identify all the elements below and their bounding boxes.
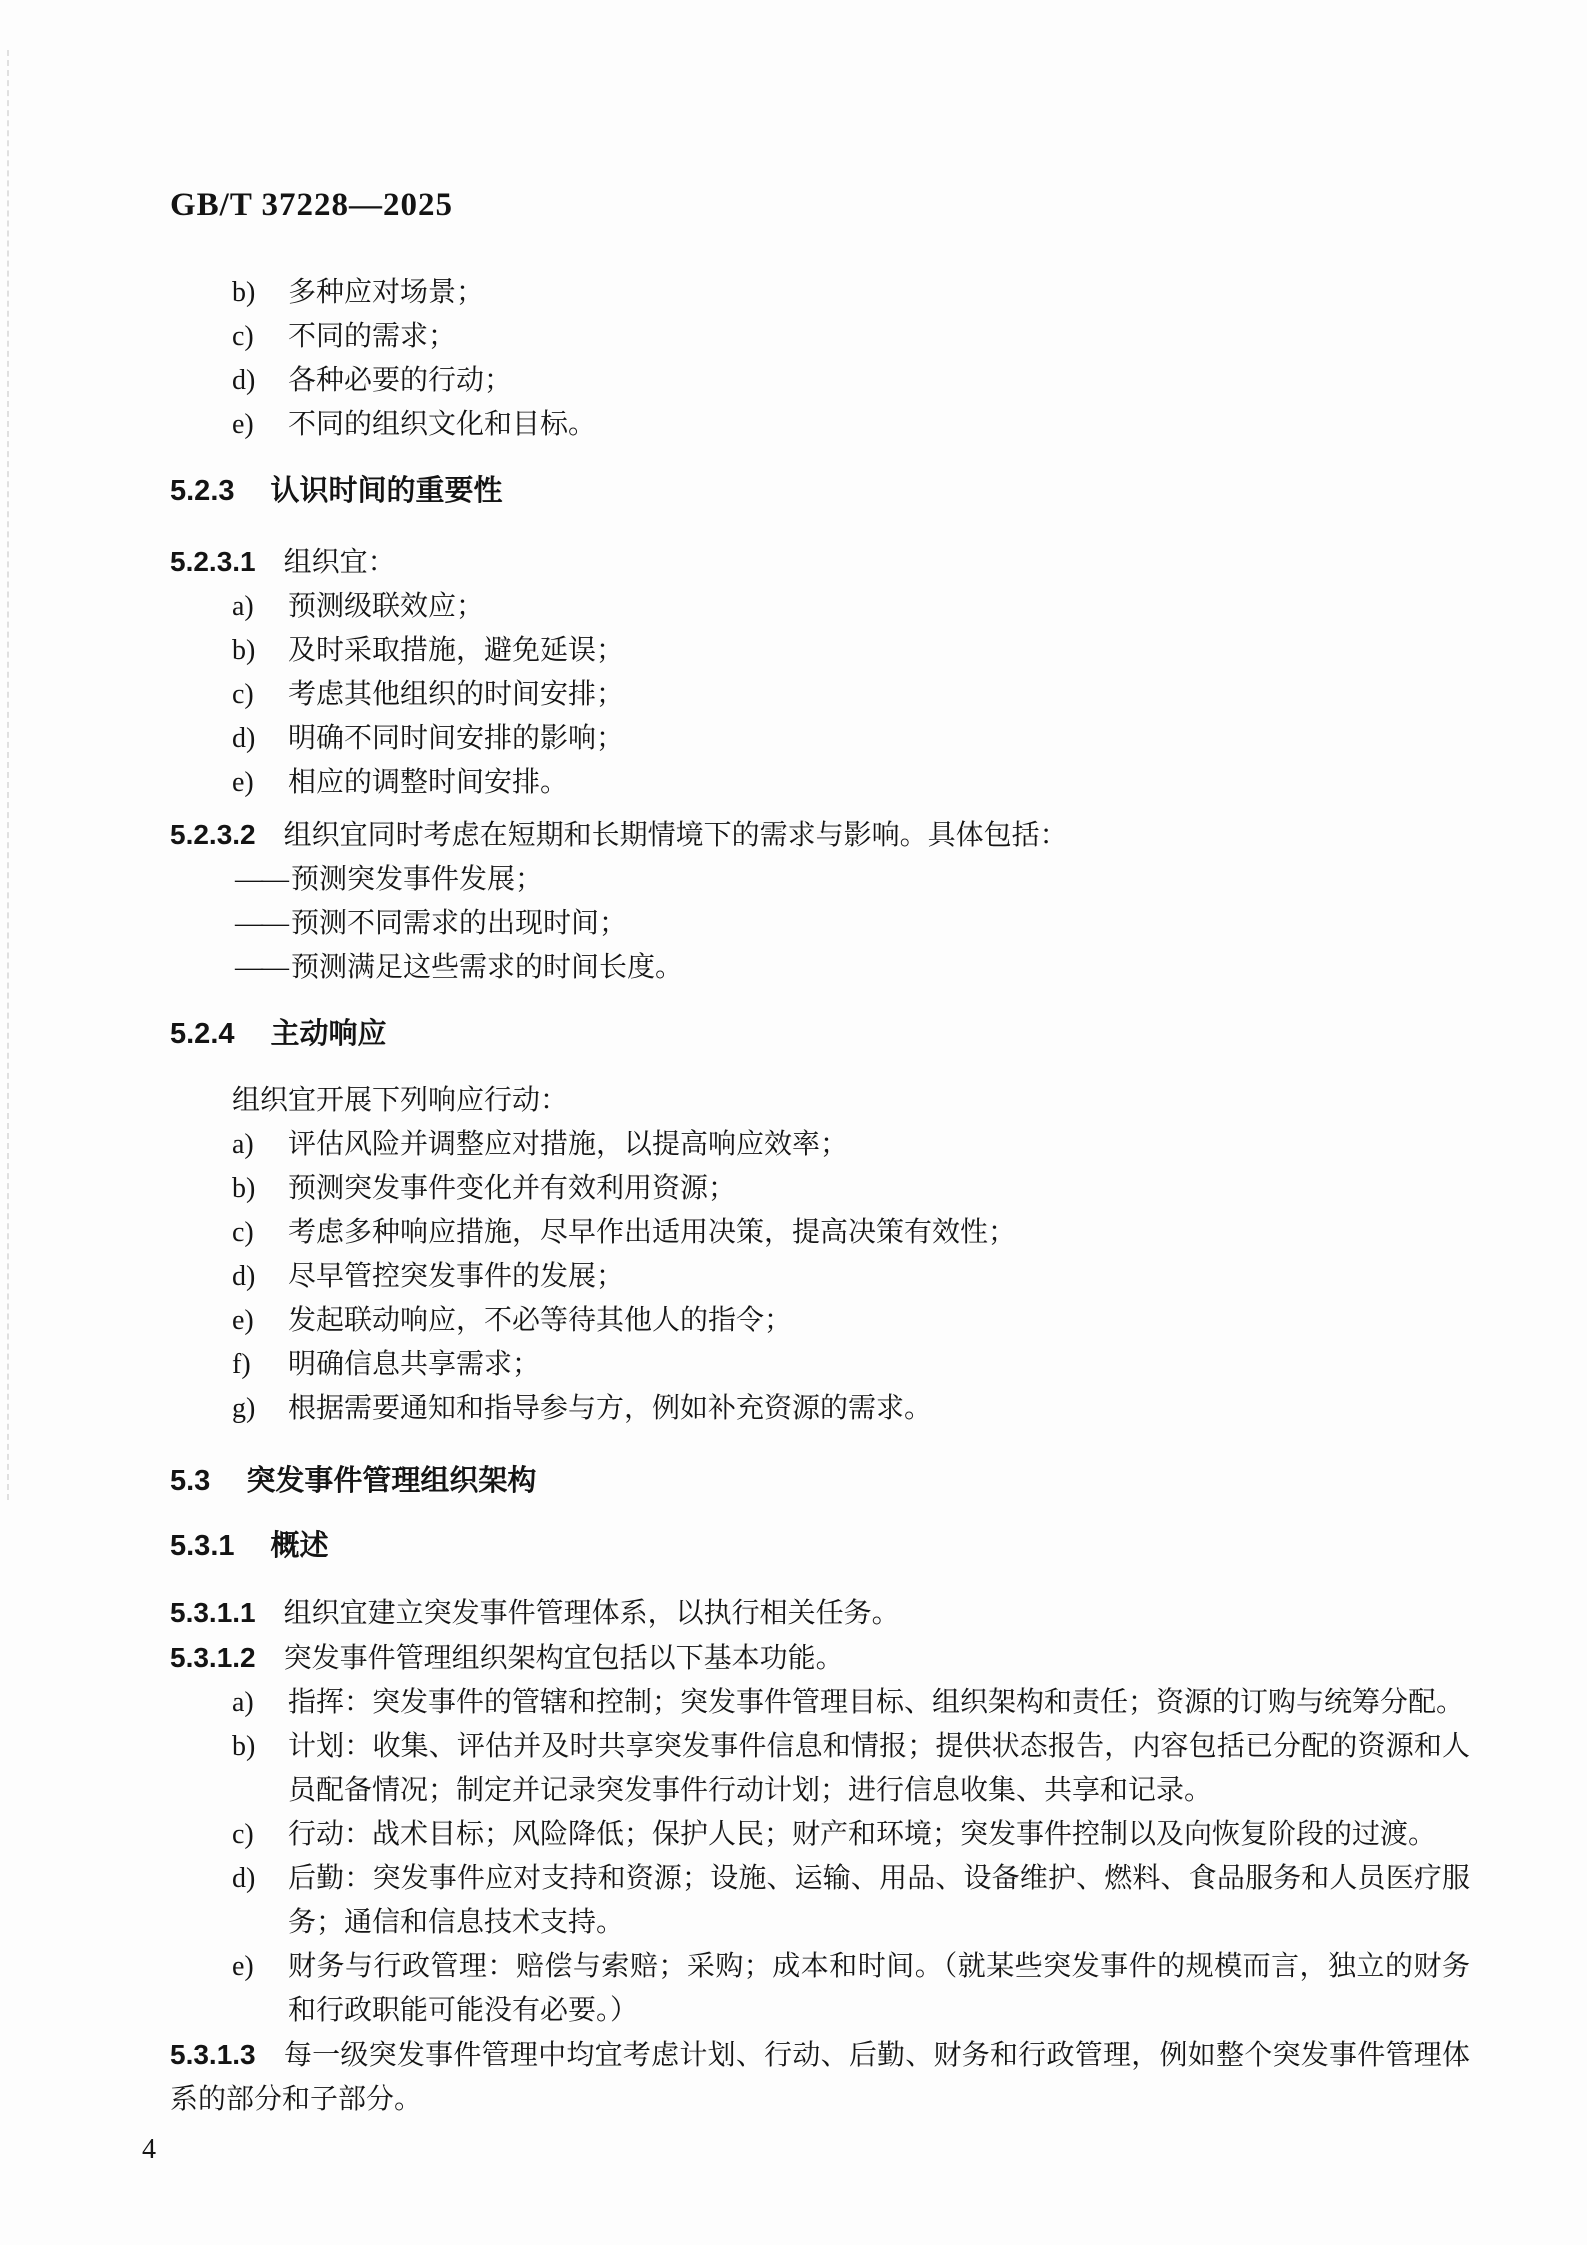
heading-title: 主动响应 — [270, 1018, 387, 1050]
clause-5-3-1-1 — [170, 1591, 1470, 1636]
dash-marker: —— — [235, 864, 287, 895]
list-item-text: 考虑多种响应措施，尽早作出适用决策，提高决策有效性； — [288, 1217, 1017, 1248]
clause-text: 突发事件管理组织架构宜包括以下基本功能。 — [283, 1643, 844, 1674]
list-item-marker: e) — [232, 1951, 254, 1982]
list-item-marker: d) — [232, 723, 256, 754]
list-5-2-3-1 — [170, 585, 1470, 805]
heading-title: 认识时间的重要性 — [270, 475, 503, 507]
dash-list-item — [170, 902, 1470, 946]
list-item — [170, 1945, 1470, 2033]
section-heading-5-2-4 — [170, 1012, 1470, 1056]
standard-number: GB/T 37228—2025 — [170, 187, 454, 223]
list-item — [170, 1725, 1470, 1813]
list-item-text: 及时采取措施，避免延误； — [288, 635, 625, 666]
heading-number: 5.3 — [170, 1465, 211, 1497]
dash-list — [170, 858, 1470, 990]
list-item-marker: c) — [232, 1819, 254, 1850]
list-item-text: 考虑其他组织的时间安排； — [288, 679, 625, 710]
list-5-2-4 — [170, 1123, 1470, 1431]
list-item — [170, 1857, 1470, 1945]
list-item-marker: f) — [232, 1349, 251, 1380]
list-5-3-1-2 — [170, 1681, 1470, 2033]
list-item — [170, 1299, 1470, 1343]
list-item-marker: a) — [232, 591, 254, 622]
clause-text: 每一级突发事件管理中均宜考虑计划、行动、后勤、财务和行政管理，例如整个突发事件管理体系的部分和子部分。 — [170, 2040, 1470, 2115]
list-item-marker: d) — [232, 365, 256, 396]
list-item — [170, 403, 1470, 447]
list-item — [170, 359, 1470, 403]
list-item-marker: b) — [232, 1731, 256, 1762]
list-item-text: 尽早管控突发事件的发展； — [288, 1261, 625, 1292]
list-item — [170, 717, 1470, 761]
list-scenarios — [170, 271, 1470, 447]
list-item-text: 计划：收集、评估并及时共享突发事件信息和情报；提供状态报告，内容包括已分配的资源和人员配备情况；制定并记录突发事件行动计划；进行信息收集、共享和记录。 — [288, 1731, 1470, 1806]
list-item-text: 预测级联效应； — [288, 591, 485, 622]
list-item — [170, 673, 1470, 717]
list-item-marker: c) — [232, 1217, 254, 1248]
dash-list-item — [170, 858, 1470, 902]
clause-number: 5.2.3.1 — [170, 546, 256, 577]
clause-text: 组织宜同时考虑在短期和长期情境下的需求与影响。具体包括： — [283, 820, 1068, 851]
list-item — [170, 315, 1470, 359]
list-item-text: 预测突发事件发展； — [291, 864, 544, 895]
list-item — [170, 761, 1470, 805]
list-item-marker: d) — [232, 1863, 256, 1894]
clause-number: 5.2.3.2 — [170, 819, 256, 850]
list-item — [170, 1255, 1470, 1299]
clause-5-3-1-2 — [170, 1636, 1470, 1681]
list-item-text: 财务与行政管理：赔偿与索赔；采购；成本和时间。（就某些突发事件的规模而言，独立的财务和行政职能可能没有必要。） — [288, 1951, 1470, 2026]
clause-5-2-3-1 — [170, 540, 1470, 585]
dash-list-item — [170, 946, 1470, 990]
scan-edge-artifact — [7, 50, 9, 1500]
list-item — [170, 1681, 1470, 1725]
list-item-text: 预测满足这些需求的时间长度。 — [291, 952, 684, 983]
list-item — [170, 271, 1470, 315]
clause-5-2-3-2 — [170, 813, 1470, 858]
list-item-text: 不同的需求； — [288, 321, 457, 352]
list-item — [170, 1167, 1470, 1211]
list-item — [170, 1813, 1470, 1857]
list-item-marker: g) — [232, 1393, 256, 1424]
list-item-text: 评估风险并调整应对措施，以提高响应效率； — [288, 1129, 849, 1160]
section-heading-5-2-3 — [170, 469, 1470, 513]
list-item-text: 明确不同时间安排的影响； — [288, 723, 625, 754]
list-item-text: 各种必要的行动； — [288, 365, 513, 396]
list-item — [170, 1387, 1470, 1431]
list-item-marker: a) — [232, 1129, 254, 1160]
list-item-text: 预测不同需求的出现时间； — [291, 908, 628, 939]
list-item-text: 不同的组织文化和目标。 — [288, 409, 597, 440]
list-item-marker: a) — [232, 1687, 254, 1718]
clause-number: 5.3.1.1 — [170, 1597, 256, 1628]
clause-5-3-1-3 — [170, 2033, 1470, 2122]
heading-number: 5.3.1 — [170, 1530, 235, 1562]
list-item-marker: e) — [232, 1305, 254, 1336]
dash-marker: —— — [235, 952, 287, 983]
list-item-text: 指挥：突发事件的管辖和控制；突发事件管理目标、组织架构和责任；资源的订购与统筹分配。 — [288, 1687, 1465, 1718]
list-item-text: 后勤：突发事件应对支持和资源；设施、运输、用品、设备维护、燃料、食品服务和人员医疗服务；通信和信息技术支持。 — [288, 1863, 1470, 1938]
heading-number: 5.2.4 — [170, 1018, 235, 1050]
list-item — [170, 1123, 1470, 1167]
dash-marker: —— — [235, 908, 287, 939]
list-item-text: 明确信息共享需求； — [288, 1349, 541, 1380]
clause-number: 5.3.1.2 — [170, 1642, 256, 1673]
clause-number: 5.3.1.3 — [170, 2039, 256, 2070]
list-item-text: 根据需要通知和指导参与方，例如补充资源的需求。 — [288, 1393, 933, 1424]
list-item-marker: c) — [232, 321, 254, 352]
paragraph-524-intro: 组织宜开展下列响应行动： — [232, 1085, 569, 1116]
list-item — [170, 585, 1470, 629]
clause-text: 组织宜： — [283, 547, 396, 578]
heading-number: 5.2.3 — [170, 475, 235, 507]
section-heading-5-3-1 — [170, 1524, 1470, 1568]
list-item-text: 相应的调整时间安排。 — [288, 767, 569, 798]
heading-title: 概述 — [270, 1530, 329, 1562]
list-item-marker: e) — [232, 409, 254, 440]
list-item-marker: b) — [232, 277, 256, 308]
list-item-marker: b) — [232, 1173, 256, 1204]
list-item — [170, 1343, 1470, 1387]
list-item-marker: b) — [232, 635, 256, 666]
list-item-marker: c) — [232, 679, 254, 710]
heading-title: 突发事件管理组织架构 — [246, 1465, 537, 1497]
list-item-marker: e) — [232, 767, 254, 798]
list-item-text: 发起联动响应，不必等待其他人的指令； — [288, 1305, 793, 1336]
list-item-marker: d) — [232, 1261, 256, 1292]
list-item-text: 多种应对场景； — [288, 277, 485, 308]
page-number: 4 — [142, 2134, 156, 2165]
list-item — [170, 1211, 1470, 1255]
list-item-text: 预测突发事件变化并有效利用资源； — [288, 1173, 737, 1204]
list-item — [170, 629, 1470, 673]
list-item-text: 行动：战术目标；风险降低；保护人民；财产和环境；突发事件控制以及向恢复阶段的过渡。 — [288, 1819, 1437, 1850]
clause-text: 组织宜建立突发事件管理体系，以执行相关任务。 — [283, 1598, 900, 1629]
section-heading-5-3 — [170, 1459, 1470, 1503]
